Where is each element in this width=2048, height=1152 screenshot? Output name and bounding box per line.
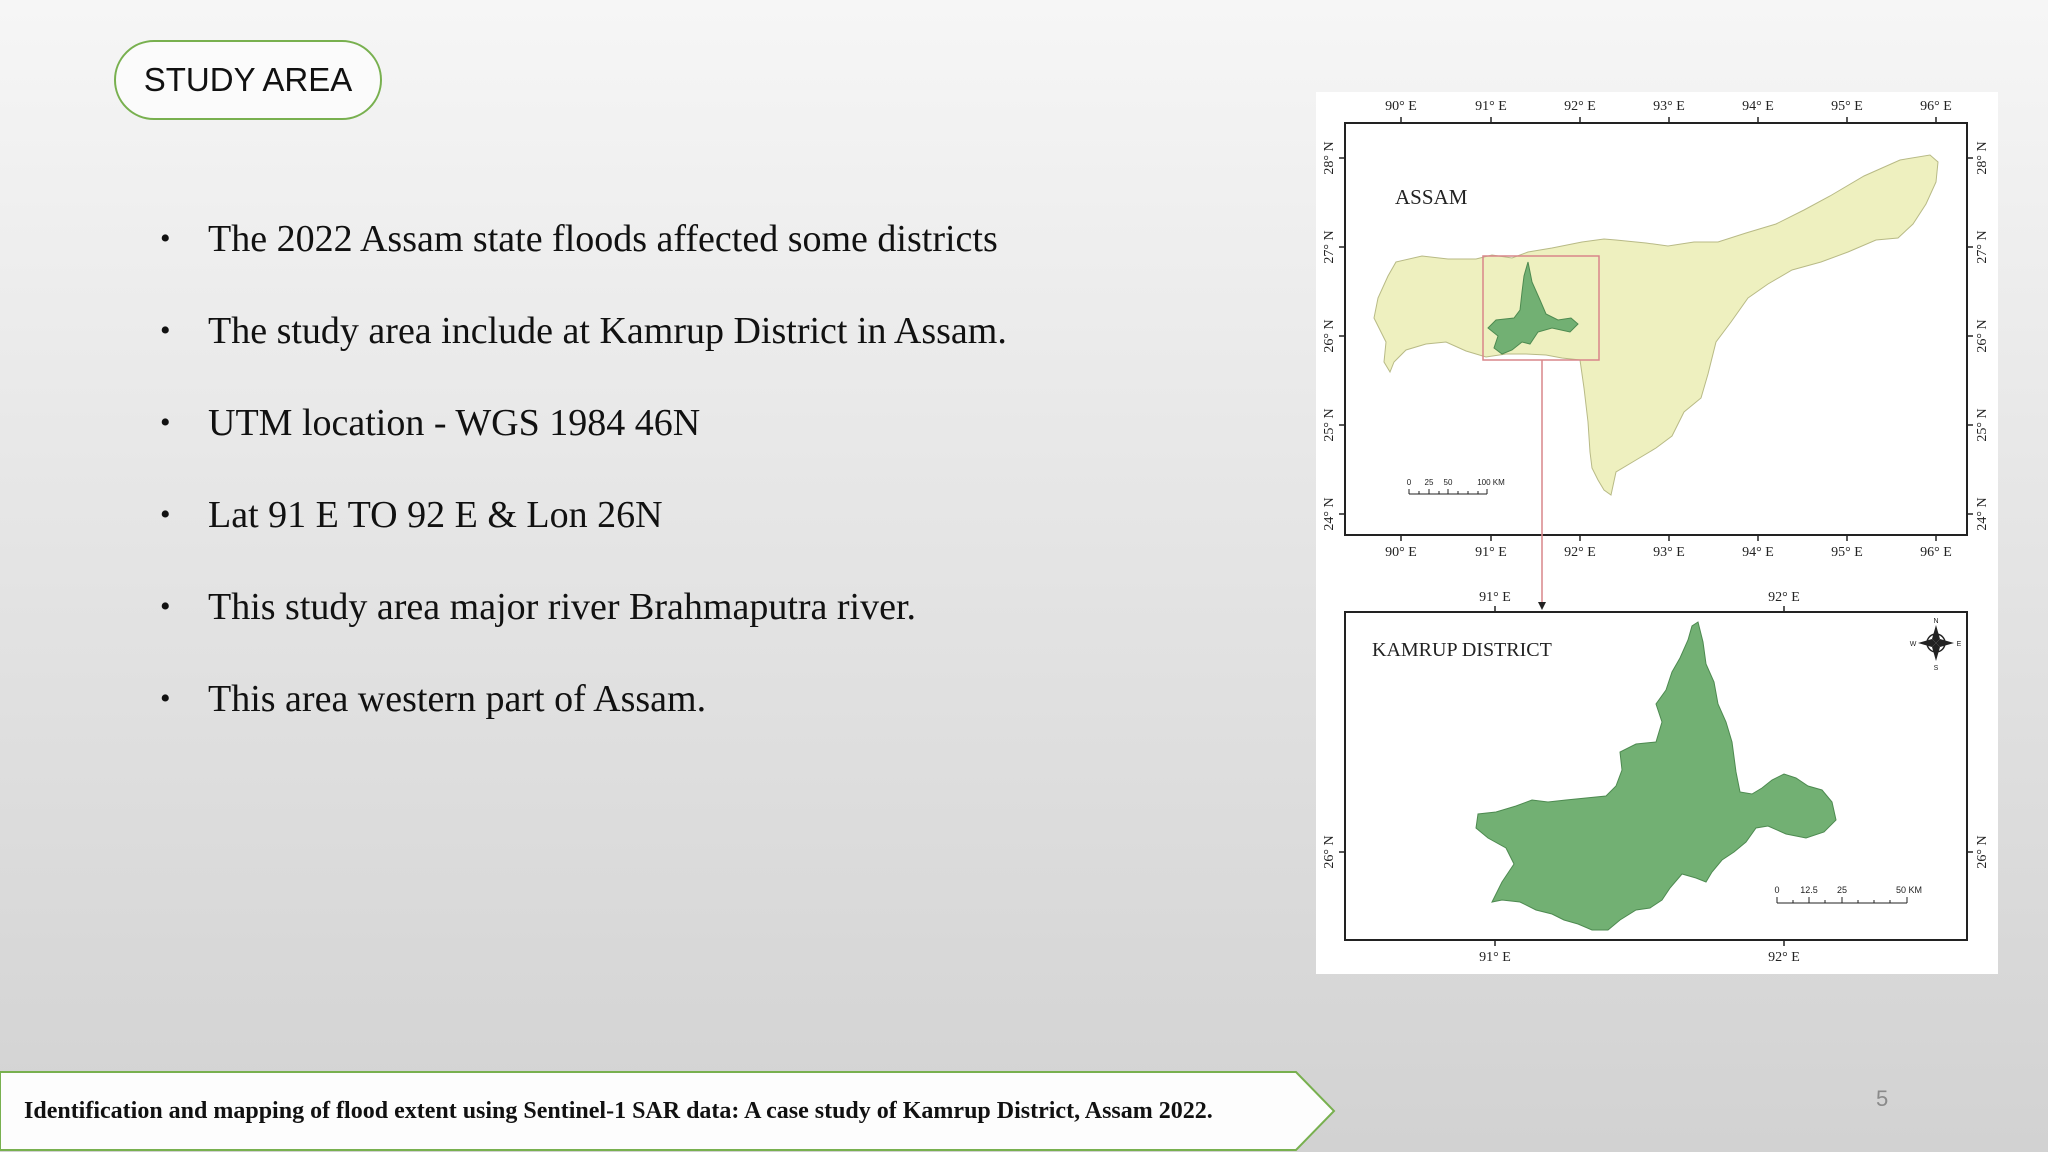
lat-tick-label: 24° N bbox=[1975, 497, 1990, 531]
lon-tick-label: 92° E bbox=[1564, 545, 1596, 560]
lon-tick-label: 92° E bbox=[1564, 99, 1596, 114]
lat-tick-label: 26° N bbox=[1322, 319, 1337, 353]
lat-tick-label: 28° N bbox=[1975, 141, 1990, 175]
bullet-item bbox=[156, 680, 1007, 772]
lat-tick-label: 27° N bbox=[1975, 230, 1990, 264]
lon-tick-label: 92° E bbox=[1768, 590, 1800, 605]
lon-tick-label: 94° E bbox=[1742, 99, 1774, 114]
lat-tick-label: 25° N bbox=[1322, 408, 1337, 442]
study-area-map bbox=[1316, 92, 1998, 974]
bullet-icon: • bbox=[160, 590, 171, 623]
bullet-text: The 2022 Assam state floods affected some districts bbox=[208, 218, 998, 260]
bullet-text: Lat 91 E TO 92 E & Lon 26N bbox=[208, 494, 663, 536]
bullet-item bbox=[156, 588, 1007, 680]
assam-bottom-lon-labels bbox=[1385, 545, 1952, 560]
scale-label: 100 KM bbox=[1477, 478, 1505, 487]
scale-label: 25 bbox=[1836, 885, 1848, 895]
assam-left-lat-labels bbox=[1322, 141, 1337, 530]
bullet-item bbox=[156, 220, 1007, 312]
compass-label: N bbox=[1933, 618, 1939, 625]
lon-tick-label: 95° E bbox=[1831, 99, 1863, 114]
lon-tick-label: 93° E bbox=[1653, 99, 1685, 114]
lat-tick-label: 25° N bbox=[1975, 408, 1990, 442]
lon-tick-label: 92° E bbox=[1768, 950, 1800, 965]
scale-label: 50 KM bbox=[1895, 885, 1923, 895]
bullet-list bbox=[156, 220, 1007, 772]
bullet-text: UTM location - WGS 1984 46N bbox=[208, 402, 701, 444]
lon-tick-label: 93° E bbox=[1653, 545, 1685, 560]
kamrup-district-label: KAMRUP DISTRICT bbox=[1372, 639, 1552, 661]
bullet-item bbox=[156, 404, 1007, 496]
compass-label: W bbox=[1909, 641, 1917, 648]
lon-tick-label: 90° E bbox=[1385, 545, 1417, 560]
bullet-text: The study area include at Kamrup District in Assam. bbox=[208, 310, 1007, 352]
lat-tick-label: 27° N bbox=[1322, 230, 1337, 264]
scale-label: 0 bbox=[1774, 885, 1780, 895]
lon-tick-label: 96° E bbox=[1920, 99, 1952, 114]
lat-tick-label: 24° N bbox=[1322, 497, 1337, 531]
bullet-icon: • bbox=[160, 682, 171, 715]
lon-tick-label: 90° E bbox=[1385, 99, 1417, 114]
bullet-item bbox=[156, 496, 1007, 588]
lat-tick-label: 28° N bbox=[1322, 141, 1337, 175]
bullet-icon: • bbox=[160, 406, 171, 439]
lat-tick-label: 26° N bbox=[1975, 835, 1990, 869]
map-figure bbox=[1316, 92, 1998, 974]
assam-top-lon-labels bbox=[1385, 99, 1952, 114]
lon-tick-label: 95° E bbox=[1831, 545, 1863, 560]
lat-tick-label: 26° N bbox=[1322, 835, 1337, 869]
lon-tick-label: 94° E bbox=[1742, 545, 1774, 560]
scale-label: 0 bbox=[1406, 478, 1412, 487]
lon-tick-label: 91° E bbox=[1475, 99, 1507, 114]
scale-label: 12.5 bbox=[1800, 885, 1818, 895]
scale-label: 50 bbox=[1443, 478, 1453, 487]
assam-label: ASSAM bbox=[1395, 185, 1468, 209]
bullet-icon: • bbox=[160, 498, 171, 531]
page-number: 5 bbox=[1876, 1086, 1889, 1111]
compass-label: E bbox=[1956, 641, 1962, 648]
bullet-item bbox=[156, 312, 1007, 404]
connector-arrow-icon bbox=[1538, 602, 1546, 610]
footer-citation: Identification and mapping of flood extent using Sentinel-1 SAR data: A case study of Kamrup District, Assam 2022. bbox=[24, 1098, 1213, 1124]
lon-tick-label: 91° E bbox=[1479, 950, 1511, 965]
lat-tick-label: 26° N bbox=[1975, 319, 1990, 353]
scale-label: 25 bbox=[1424, 478, 1434, 487]
bullet-text: This study area major river Brahmaputra river. bbox=[208, 586, 917, 628]
compass-label: S bbox=[1933, 665, 1939, 672]
slide-title: STUDY AREA bbox=[114, 40, 382, 120]
lon-tick-label: 96° E bbox=[1920, 545, 1952, 560]
lon-tick-label: 91° E bbox=[1475, 545, 1507, 560]
lon-tick-label: 91° E bbox=[1479, 590, 1511, 605]
assam-right-lat-labels bbox=[1975, 141, 1990, 530]
bullet-icon: • bbox=[160, 314, 171, 347]
bullet-icon: • bbox=[160, 222, 171, 255]
bullet-text: This area western part of Assam. bbox=[208, 678, 707, 720]
